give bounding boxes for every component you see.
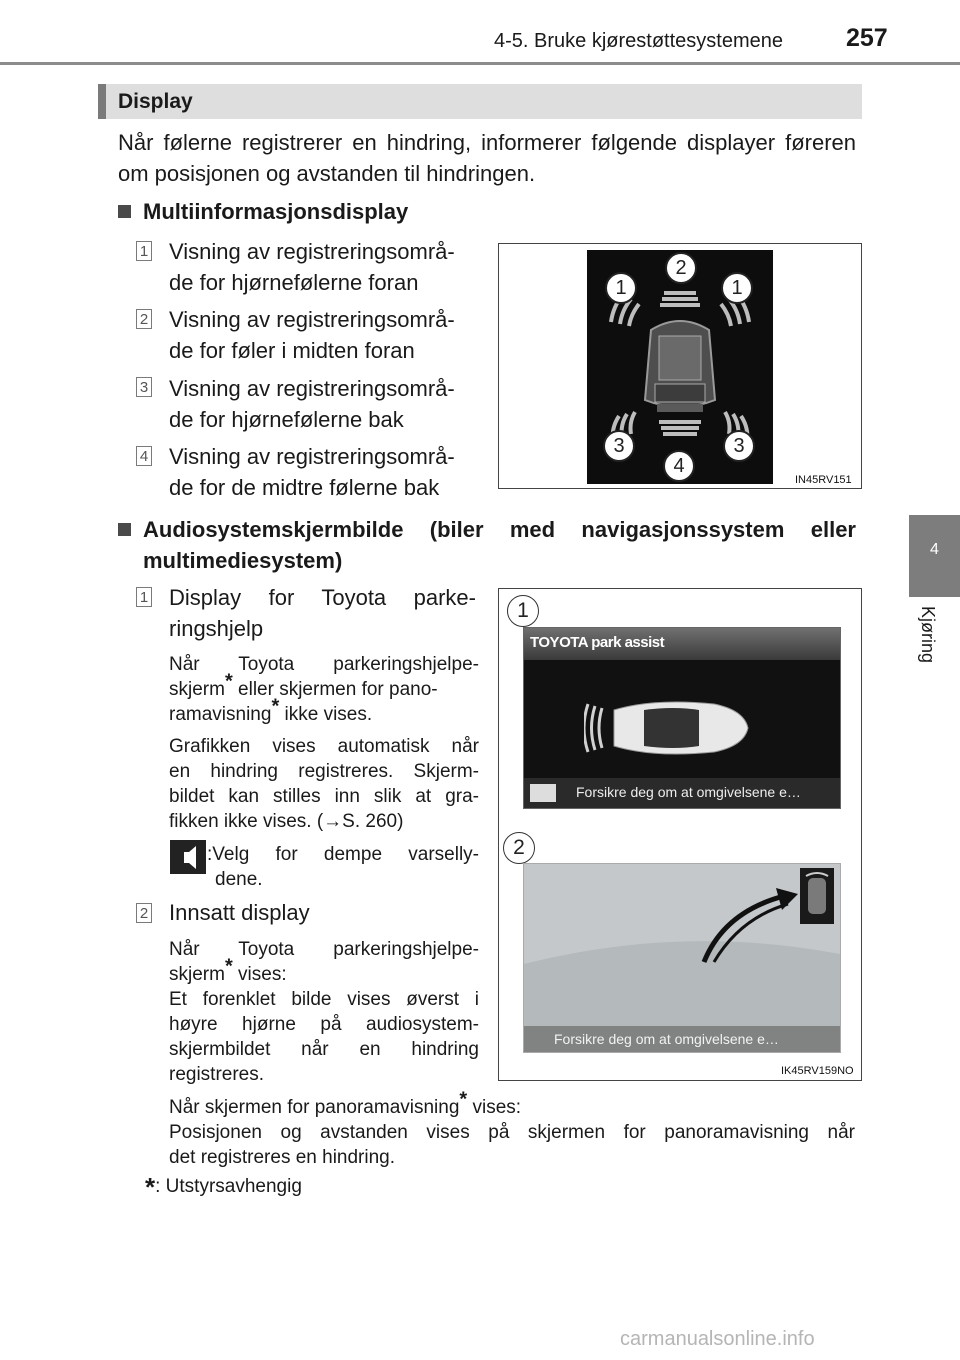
chapter-label: Kjøring xyxy=(918,606,938,664)
audio-heading-line: multimediesystem) xyxy=(143,548,343,573)
figure-marker: 4 xyxy=(663,450,695,482)
list-item xyxy=(169,441,455,503)
text-span: ramavisning xyxy=(169,704,272,725)
watermark: carmanualsonline.info xyxy=(620,1328,815,1350)
list-item-line: Visning av registreringsområ- xyxy=(169,444,455,469)
multi-info-heading xyxy=(118,199,408,225)
inset-caption-bar xyxy=(524,1026,840,1052)
item-number-badge: 2 xyxy=(136,903,152,923)
list-item-line: Display for Toyota parke- xyxy=(169,585,476,610)
list-item-line: ringshjelp xyxy=(169,616,264,641)
chapter-label-box xyxy=(912,606,942,686)
item-number-badge: 1 xyxy=(136,587,152,607)
figure-code: IK45RV159NO xyxy=(781,1065,854,1077)
list-item-line: de for hjørnefølerne foran xyxy=(169,270,419,295)
page-reference-link[interactable]: S. 260) xyxy=(342,811,404,832)
car-top-view-illustration xyxy=(584,688,784,768)
mute-speaker-icon xyxy=(170,840,206,874)
screen-title: TOYOTA park assist xyxy=(530,634,665,651)
text-line: Grafikken vises automatisk når xyxy=(169,736,479,757)
section-heading-bar xyxy=(98,84,862,119)
item2-paragraph-1 xyxy=(169,937,479,1087)
list-item-line: Visning av registreringsområ- xyxy=(169,307,455,332)
figure-marker: 1 xyxy=(721,272,753,304)
arrow-right-icon: → xyxy=(323,811,343,832)
screen-caption: Forsikre deg om at omgivelsene e… xyxy=(576,784,801,800)
text-span: Når skjermen for panoramavisning xyxy=(169,1097,460,1118)
speaker-icon[interactable] xyxy=(530,784,556,802)
text-line: Når Toyota parkeringshjelpe- xyxy=(169,939,479,960)
text-span: vises: xyxy=(467,1097,522,1118)
list-item-line: Visning av registreringsområ- xyxy=(169,239,455,264)
audio-heading-line: Audiosystemskjermbilde (biler med navigasjonssystem eller xyxy=(143,517,856,542)
list-item xyxy=(169,373,455,435)
figure-marker: 3 xyxy=(723,430,755,462)
text-line: Når Toyota parkeringshjelpe- xyxy=(169,654,479,675)
header-section-title: 4-5. Bruke kjørestøttesystemene xyxy=(494,30,783,52)
text-span: skjerm xyxy=(169,964,225,985)
figure-marker: 1 xyxy=(605,272,637,304)
text-span: vises: xyxy=(232,964,287,985)
list-item-line: de for de midtre følerne bak xyxy=(169,475,440,500)
figure-marker: 1 xyxy=(507,595,539,627)
screen-title-bar xyxy=(524,628,840,660)
list-item-line: de for hjørnefølerne bak xyxy=(169,407,404,432)
list-item-title xyxy=(169,582,476,644)
figure-marker: 3 xyxy=(603,430,635,462)
speaker-description xyxy=(207,842,479,892)
list-item-title: Innsatt display xyxy=(169,900,310,925)
park-assist-screen xyxy=(523,627,841,809)
text-span: fikken ikke vises. ( xyxy=(169,811,324,832)
list-item xyxy=(169,304,455,366)
item-number-badge: 1 xyxy=(136,241,152,261)
list-item-line: de for føler i midten foran xyxy=(169,338,415,363)
text-line: skjermbildet når en hindring xyxy=(169,1039,479,1060)
text-line: dene. xyxy=(215,869,263,890)
intro-paragraph: Når følerne registrerer en hindring, informerer følgende displayer føreren om posisjonen og avstanden til hindringen. xyxy=(118,130,856,186)
footnote-asterisk: * xyxy=(224,670,233,693)
text-line: bildet kan stilles inn slik at gra- xyxy=(169,786,479,807)
text-span: skjerm xyxy=(169,679,225,700)
footnote xyxy=(145,1172,302,1203)
item1-paragraph-2 xyxy=(169,734,479,834)
text-line: Et forenklet bilde vises øverst i xyxy=(169,989,479,1010)
text-span: eller skjermen for pano- xyxy=(232,679,438,700)
text-span: ikke vises. xyxy=(279,704,373,725)
text-line: :Velg for dempe varselly- xyxy=(207,844,479,865)
text-line: Posisjonen og avstanden vises på skjermen for panoramavisning når xyxy=(169,1122,855,1143)
multi-info-heading-text: Multiinformasjonsdisplay xyxy=(143,199,409,224)
chapter-number: 4 xyxy=(930,541,939,558)
footnote-asterisk: * xyxy=(459,1088,468,1111)
item1-paragraph-1 xyxy=(169,652,479,727)
figure-marker: 2 xyxy=(665,252,697,284)
screen-caption-bar xyxy=(524,778,840,808)
page-number: 257 xyxy=(846,24,888,52)
item-number-badge: 4 xyxy=(136,446,152,466)
text-line: det registreres en hindring. xyxy=(169,1147,396,1168)
section-heading: Display xyxy=(118,90,193,113)
figure-code: IN45RV151 xyxy=(795,474,852,486)
footnote-text: : Utstyrsavhengig xyxy=(155,1176,302,1197)
list-item xyxy=(169,236,455,298)
text-line: registreres. xyxy=(169,1064,265,1085)
audio-screen-figure xyxy=(498,588,862,1081)
item-number-badge: 2 xyxy=(136,309,152,329)
text-line: høyre hjørne på audiosystem- xyxy=(169,1014,479,1035)
inset-display-screen xyxy=(523,863,841,1053)
footnote-asterisk: * xyxy=(271,695,280,718)
inset-display-illustration xyxy=(524,864,840,1052)
text-line: en hindring registreres. Skjerm- xyxy=(169,761,479,782)
multi-info-figure xyxy=(498,243,862,489)
chapter-tab[interactable] xyxy=(909,515,960,597)
footnote-asterisk: * xyxy=(224,955,233,978)
figure-marker: 2 xyxy=(503,832,535,864)
square-bullet-icon xyxy=(118,523,131,536)
item-number-badge: 3 xyxy=(136,377,152,397)
audio-heading xyxy=(118,514,856,576)
square-bullet-icon xyxy=(118,205,131,218)
footnote-star: * xyxy=(145,1172,156,1202)
item2-paragraph-2 xyxy=(169,1088,855,1170)
header-divider xyxy=(0,62,960,65)
inset-caption: Forsikre deg om at omgivelsene e… xyxy=(554,1031,779,1047)
list-item-line: Visning av registreringsområ- xyxy=(169,376,455,401)
